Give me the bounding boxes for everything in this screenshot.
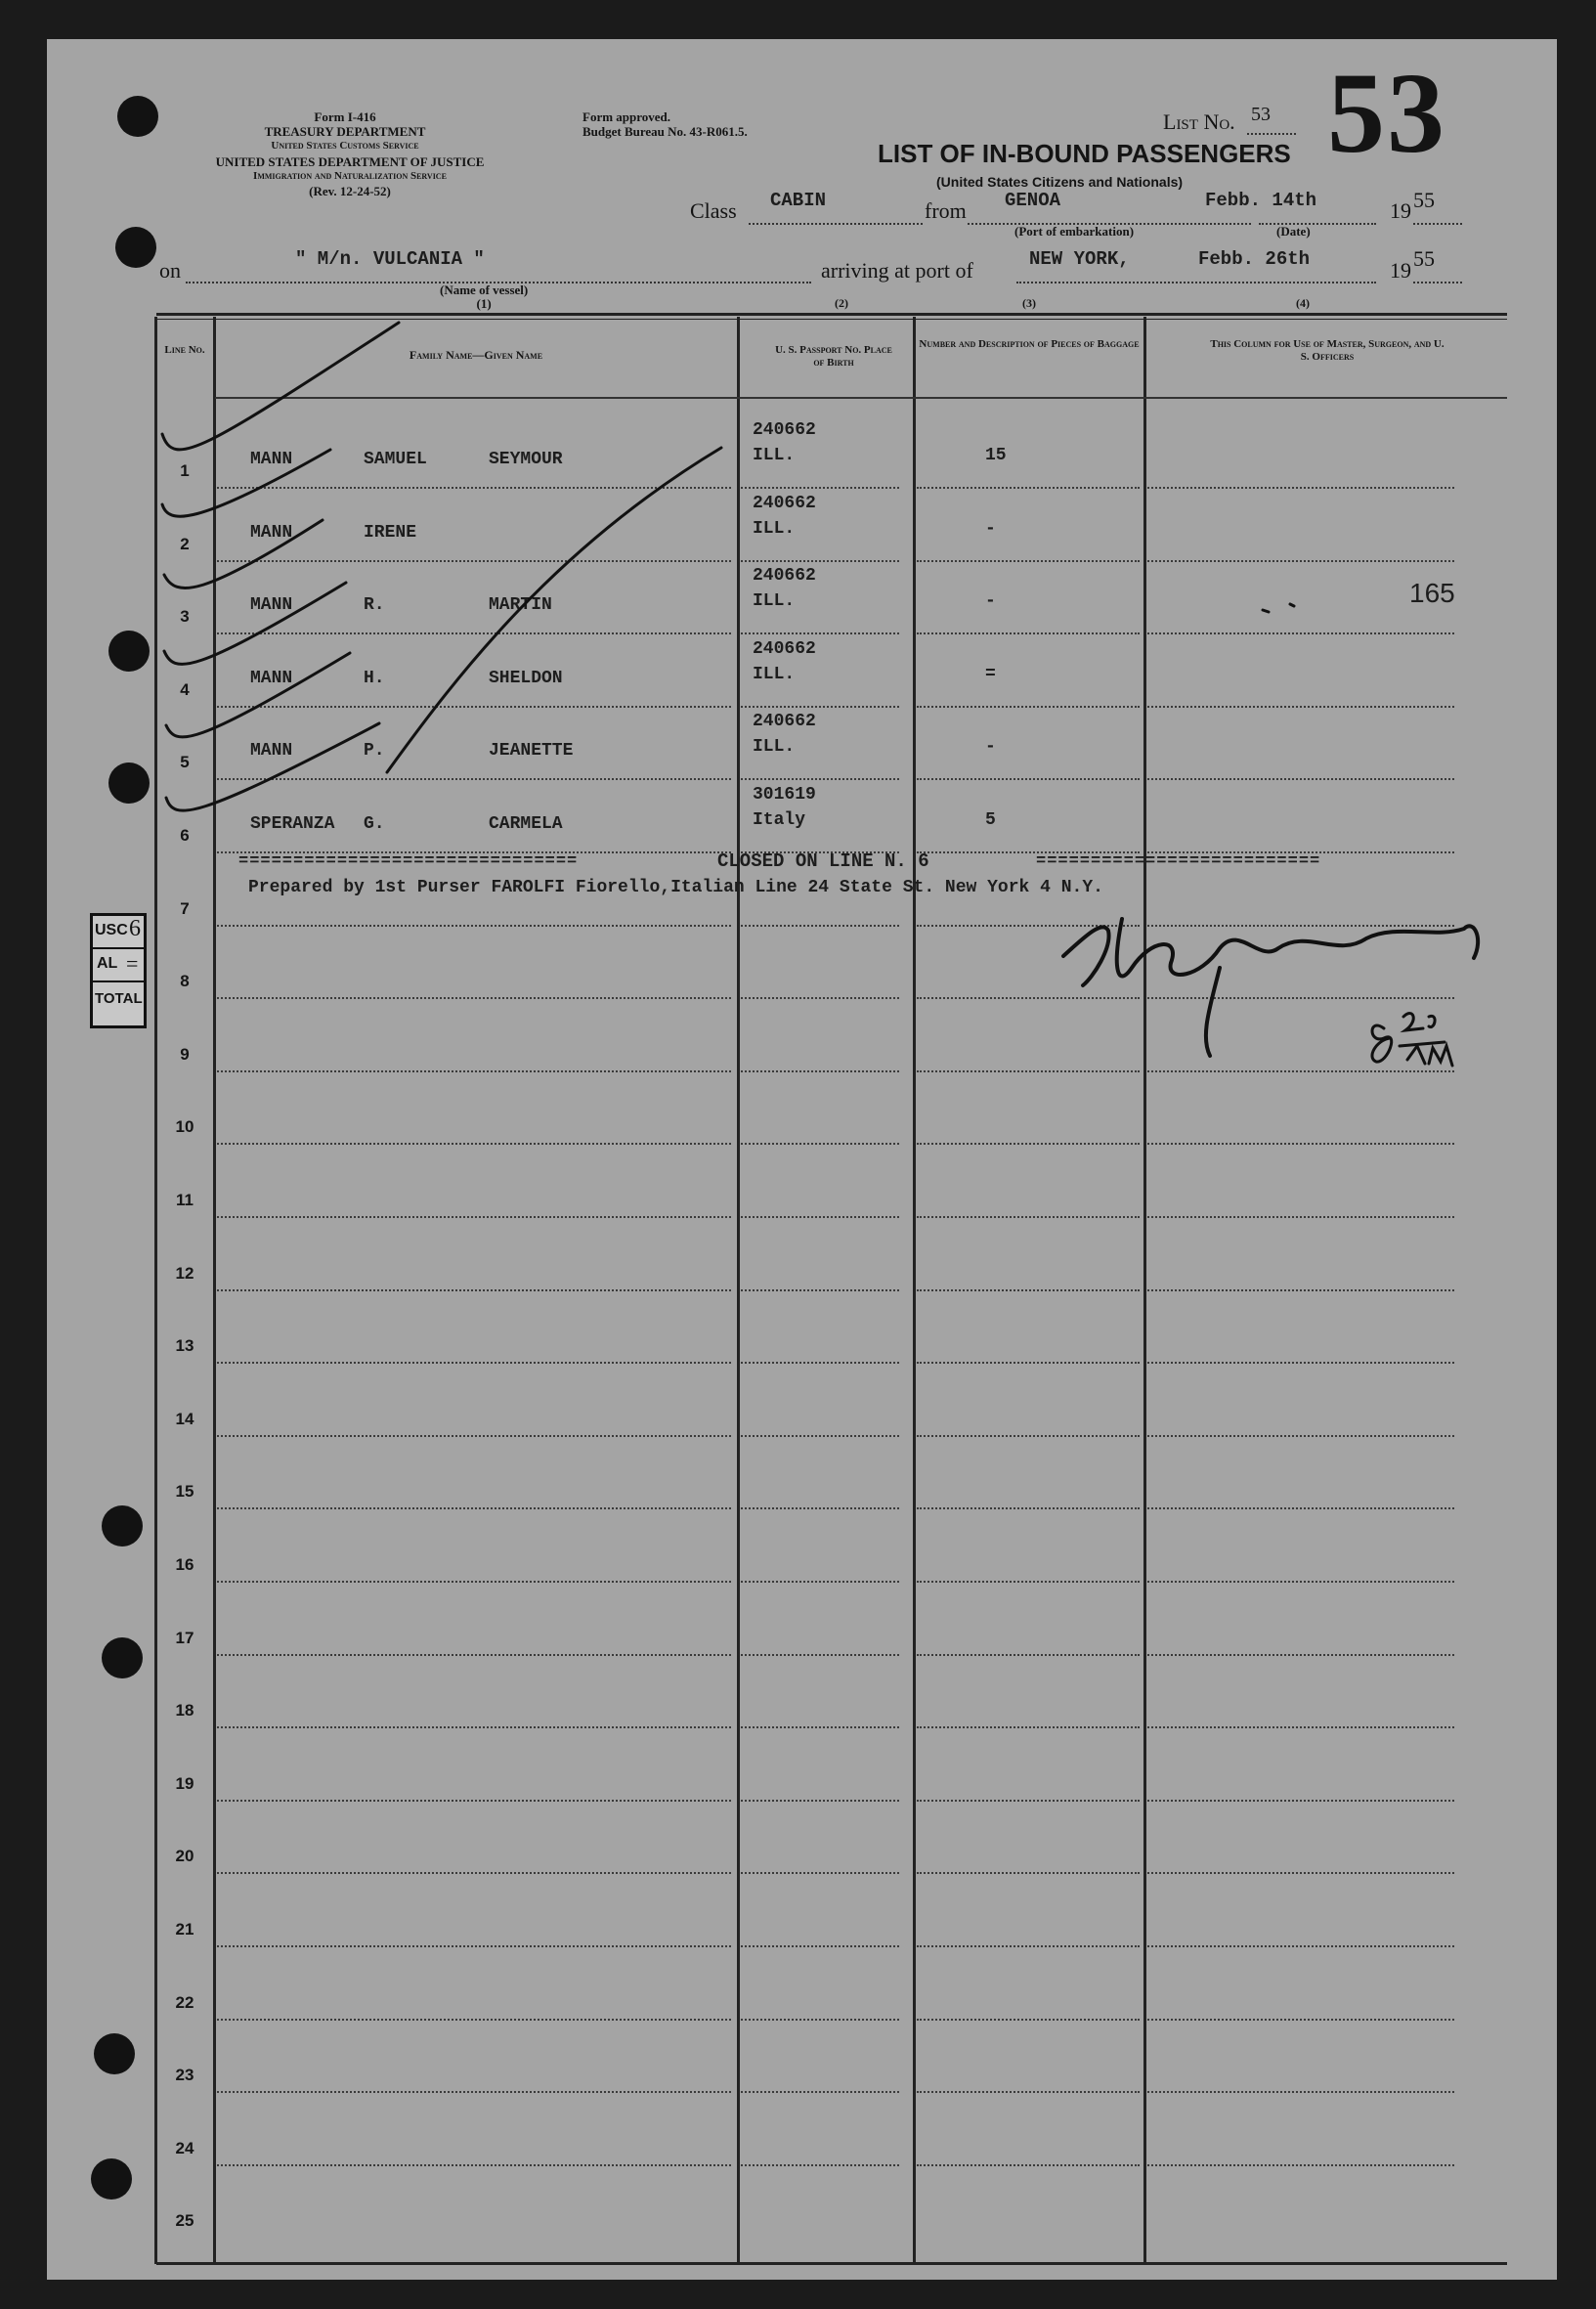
closed-on-line: CLOSED ON LINE N. 6 [717,850,929,872]
prepared-by: Prepared by 1st Purser FAROLFI Fiorello,Italian Line 24 State St. New York 4 N.Y. [248,878,1103,897]
row-rule [741,1507,899,1509]
line-number: 14 [175,1410,194,1428]
justice-dept: UNITED STATES DEPARTMENT OF JUSTICE [215,154,485,169]
arrival-year-prefix: 19 [1390,258,1411,283]
punch-hole [94,2033,135,2074]
line-number: 10 [175,1117,194,1136]
vessel-col-num: (1) [476,296,492,311]
punch-hole [102,1637,143,1678]
budget-bureau: Budget Bureau No. 43-R061.5. [582,124,748,139]
passenger-place-of-birth: ILL. [753,591,796,611]
line-number: 6 [180,826,190,845]
passenger-given-name: P. [364,741,385,761]
row-rule [217,1070,731,1072]
time-annotation [1372,1014,1452,1066]
row-rule [1147,1289,1454,1291]
passenger-place-of-birth: ILL. [753,446,796,465]
row-rule [917,997,1140,999]
passenger-baggage: 5 [985,810,996,830]
passenger-family-name: MANN [250,523,293,543]
col3-num: (3) [1022,296,1036,310]
row-rule [741,925,899,927]
tally-al-label: AL [97,955,118,972]
passenger-place-of-birth: ILL. [753,519,796,539]
officer-tick [1263,604,1294,612]
line-number: 15 [175,1482,194,1501]
row-rule [217,560,731,562]
inspector-signature [1063,919,1478,1056]
customs-service: United States Customs Service [271,140,419,152]
row-rule [917,1289,1140,1291]
row-rule [741,1070,899,1072]
line-number: 4 [180,680,190,699]
line-number: 13 [175,1336,194,1355]
row-rule [1147,1872,1454,1874]
date-caption: (Date) [1276,224,1311,239]
passenger-passport-no: 240662 [753,712,816,731]
closing-dashes-right: ========================== [1036,852,1321,871]
punch-hole [108,631,150,672]
row-rule [741,1800,899,1802]
line-number: 21 [175,1920,194,1939]
punch-hole [108,762,150,804]
row-rule [917,1945,1140,1947]
row-rule [217,487,731,489]
row-rule [1147,632,1454,634]
tally-usc-value: 6 [129,916,141,941]
tally-al-value: = [126,951,139,976]
list-no-label: List No. [1163,109,1235,134]
line-number: 11 [176,1191,194,1209]
form-page [47,39,1557,2280]
table-top-rule [156,313,1507,316]
row-rule [1147,1362,1454,1364]
passenger-baggage: = [985,665,996,684]
row-rule [741,1143,899,1145]
passenger-place-of-birth: ILL. [753,665,796,684]
tally-total-label: TOTAL [95,990,143,1007]
punch-hole [102,1505,143,1547]
departure-date: Febb. 14th [1205,190,1317,211]
row-rule [217,1507,731,1509]
passenger-passport-no: 240662 [753,566,816,586]
passenger-given-name-2: MARTIN [489,595,552,615]
row-rule [217,1435,731,1437]
row-rule [917,1216,1140,1218]
row-rule [217,997,731,999]
row-rule [741,706,899,708]
passenger-family-name: MANN [250,595,293,615]
passenger-given-name: G. [364,814,385,834]
line-number: 19 [175,1774,194,1793]
revision: (Rev. 12-24-52) [309,184,391,198]
arrival-port: NEW YORK, [1029,248,1130,270]
row-rule [741,560,899,562]
row-rule [917,1726,1140,1728]
row-rule [217,1581,731,1583]
passenger-given-name: SAMUEL [364,450,427,469]
row-rule [217,1143,731,1145]
line-number: 9 [180,1045,190,1064]
row-rule [1147,560,1454,562]
passenger-family-name: MANN [250,741,293,761]
row-rule [741,1945,899,1947]
row-rule [1147,1726,1454,1728]
row-rule [1147,2164,1454,2166]
col-header-officers: This Column for Use of Master, Surgeon, and U. S. Officers [1210,338,1445,363]
row-rule [917,632,1140,634]
passenger-passport-no: 240662 [753,420,816,440]
line-number: 22 [175,1993,194,2012]
row-rule [917,1143,1140,1145]
row-rule [217,2091,731,2093]
row-rule [741,1726,899,1728]
col-header-line: Line No. [164,344,205,356]
row-rule [741,2019,899,2021]
long-diagonal-stroke [387,448,721,772]
row-rule [217,925,731,927]
row-rule [917,2164,1140,2166]
col-rule-name [737,317,740,2264]
line-number: 2 [180,535,190,553]
form-approved: Form approved. [582,109,671,124]
punch-hole [115,227,156,268]
year-value: 55 [1413,188,1435,212]
passenger-passport-no: 240662 [753,494,816,513]
row-rule [1147,1143,1454,1145]
row-rule [917,1800,1140,1802]
row-rule [917,706,1140,708]
row-rule [217,778,731,780]
row-rule [917,1654,1140,1656]
row-rule [741,1581,899,1583]
line-number: 8 [180,972,190,990]
row-rule [1147,487,1454,489]
row-rule [1147,997,1454,999]
line-number: 17 [175,1629,194,1647]
row-rule [1147,1800,1454,1802]
passenger-baggage: - [985,519,996,539]
class-label: Class [690,198,737,223]
vessel-caption: (Name of vessel) [440,283,529,297]
row-rule [741,2091,899,2093]
passenger-given-name-2: JEANETTE [489,741,574,761]
line-number: 12 [175,1264,194,1283]
row-rule [741,1872,899,1874]
form-title: LIST OF IN-BOUND PASSENGERS [878,139,1291,168]
row-rule [917,2019,1140,2021]
line-number: 23 [175,2066,194,2084]
row-rule [217,1945,731,1947]
row-rule [917,1507,1140,1509]
form-id: Form I-416 [314,109,376,124]
arrival-year: 55 [1413,246,1435,271]
row-rule [1147,2091,1454,2093]
passenger-passport-no: 301619 [753,785,816,805]
row-rule [741,1654,899,1656]
passenger-baggage: - [985,737,996,757]
row-rule [1147,1945,1454,1947]
row-rule [741,1289,899,1291]
year-prefix: 19 [1390,198,1411,223]
row-rule [741,632,899,634]
row-rule [741,487,899,489]
line-number: 20 [175,1847,194,1865]
row-rule [917,925,1140,927]
passenger-given-name: IRENE [364,523,417,543]
passenger-family-name: MANN [250,669,293,688]
row-rule [217,632,731,634]
line-number: 25 [175,2211,194,2230]
row-rule [217,706,731,708]
row-rule [217,1726,731,1728]
punch-hole [117,96,158,137]
row-rule [1147,1216,1454,1218]
row-rule [1147,925,1454,927]
line-number: 1 [180,461,190,480]
passenger-family-name: MANN [250,450,293,469]
check-mark-1 [162,323,399,450]
passenger-given-name-2: SEYMOUR [489,450,563,469]
row-rule [1147,1070,1454,1072]
passenger-family-name: SPERANZA [250,814,335,834]
port-caption: (Port of embarkation) [1014,224,1135,239]
line-number: 5 [180,753,190,771]
form-subtitle: (United States Citizens and Nationals) [936,174,1184,190]
col-header-name: Family Name—Given Name [409,348,543,362]
row-rule [1147,1654,1454,1656]
row-rule [917,1581,1140,1583]
col-rule-baggage [1143,317,1146,2264]
officer-note: 165 [1409,578,1455,608]
line-number: 18 [175,1701,194,1720]
arriving-label: arriving at port of [821,258,973,283]
class-value: CABIN [770,190,827,211]
passenger-given-name-2: SHELDON [489,669,563,688]
row-rule [217,1800,731,1802]
arrival-date: Febb. 26th [1198,248,1311,270]
ins-service: Immigration and Naturalization Service [253,170,447,182]
passenger-passport-no: 240662 [753,639,816,659]
tally-box [90,913,147,1028]
list-no-large: 53 [1327,49,1446,177]
row-rule [917,2091,1140,2093]
vessel-name: " M/n. VULCANIA " [295,248,485,270]
tally-usc-label: USC [95,922,128,938]
row-rule [217,1289,731,1291]
row-rule [217,1362,731,1364]
row-rule [741,2164,899,2166]
row-rule [917,1872,1140,1874]
passenger-given-name-2: CARMELA [489,814,563,834]
col2-num: (2) [835,296,848,310]
row-rule [917,1070,1140,1072]
handwritten-marks [47,39,1557,2280]
col-rule-passport [913,317,916,2264]
row-rule [217,2019,731,2021]
closing-dashes-left: =============================== [238,852,579,871]
row-rule [741,997,899,999]
passenger-given-name: H. [364,669,385,688]
row-rule [1147,1507,1454,1509]
row-rule [917,1435,1140,1437]
col-header-baggage: Number and Description of Pieces of Baggage [919,338,1140,350]
list-no-small: 53 [1251,104,1271,125]
row-rule [1147,778,1454,780]
treasury-dept: TREASURY DEPARTMENT [264,124,426,139]
line-number: 7 [180,899,190,918]
line-number: 24 [175,2139,194,2157]
row-rule [741,1435,899,1437]
row-rule [917,1362,1140,1364]
line-number: 16 [175,1555,194,1574]
passenger-place-of-birth: ILL. [753,737,796,757]
row-rule [217,2164,731,2166]
row-rule [917,778,1140,780]
passenger-place-of-birth: Italy [753,810,806,830]
row-rule [1147,706,1454,708]
punch-hole [91,2158,132,2200]
col-rule-line [213,317,216,2264]
from-value: GENOA [1005,190,1061,211]
row-rule [217,1216,731,1218]
passenger-given-name: R. [364,595,385,615]
row-rule [217,1872,731,1874]
row-rule [1147,2019,1454,2021]
on-label: on [159,258,181,283]
line-number: 3 [180,607,190,626]
row-rule [1147,1581,1454,1583]
row-rule [741,1216,899,1218]
row-rule [1147,1435,1454,1437]
passenger-baggage: - [985,591,996,611]
passenger-baggage: 15 [985,446,1007,465]
row-rule [917,560,1140,562]
row-rule [741,778,899,780]
row-rule [217,1654,731,1656]
from-label: from [925,198,967,223]
col4-num: (4) [1296,296,1310,310]
col-header-passport: U. S. Passport No. Place of Birth [775,344,892,369]
check-mark-2 [162,450,330,516]
row-rule [917,487,1140,489]
row-rule [741,1362,899,1364]
